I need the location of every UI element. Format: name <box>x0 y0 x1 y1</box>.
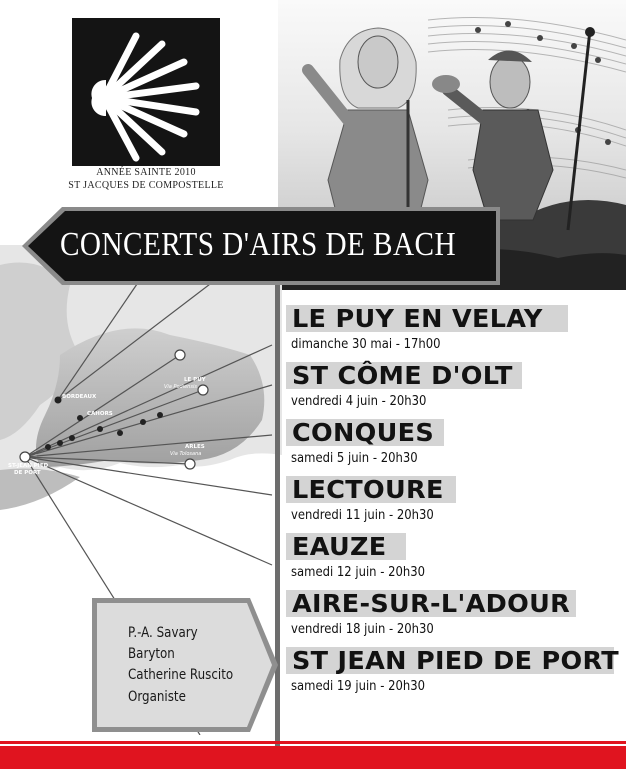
concert-city: AIRE-SUR-L'ADOUR <box>292 589 571 618</box>
concert-city: ST JEAN PIED DE PORT <box>292 646 619 675</box>
map-label-le-puy: LE PUY <box>184 377 206 383</box>
map-label-via-tolosana: Via Tolosana <box>170 451 202 457</box>
concert-date: samedi 12 juin - 20h30 <box>291 564 426 580</box>
concert-city: EAUZE <box>292 532 387 561</box>
concert-date: samedi 19 juin - 20h30 <box>291 678 426 694</box>
map-label-bordeaux: BORDEAUX <box>62 394 97 400</box>
performer-role-2: Organiste <box>128 689 186 705</box>
concert-city: LECTOURE <box>292 475 444 504</box>
logo-caption-year: ANNÉE SAINTE 2010 <box>96 167 196 178</box>
map-label-st-jean-1: ST-JEAN PIED <box>8 463 49 469</box>
concert-city: LE PUY EN VELAY <box>292 304 543 333</box>
map-label-via-podiensis: Via Podiensis <box>164 384 197 390</box>
concert-date: vendredi 4 juin - 20h30 <box>291 393 427 409</box>
map-label-arles: ARLES <box>185 444 205 450</box>
performer-name-1: P.-A. Savary <box>128 625 198 641</box>
map-label-cahors: CAHORS <box>87 411 113 417</box>
concert-city: ST CÔME D'OLT <box>292 361 513 390</box>
footer-red-bar <box>0 746 626 769</box>
concert-city: CONQUES <box>292 418 435 447</box>
performer-name-2: Catherine Ruscito <box>128 667 234 683</box>
concert-date: vendredi 18 juin - 20h30 <box>291 621 434 637</box>
pilgrim-shell-logo <box>72 18 220 166</box>
scallop-shell-icon <box>72 18 220 166</box>
footer-accent-line <box>0 741 626 744</box>
concert-date: vendredi 11 juin - 20h30 <box>291 507 434 523</box>
concert-date: dimanche 30 mai - 17h00 <box>291 336 441 352</box>
performers-sign <box>92 598 278 732</box>
page-title: CONCERTS D'AIRS DE BACH <box>60 226 457 263</box>
concert-date: samedi 5 juin - 20h30 <box>291 450 418 466</box>
logo-caption-place: ST JACQUES DE COMPOSTELLE <box>68 180 224 191</box>
map-label-st-jean-2: DE PORT <box>14 470 41 476</box>
performer-role-1: Baryton <box>128 646 175 662</box>
